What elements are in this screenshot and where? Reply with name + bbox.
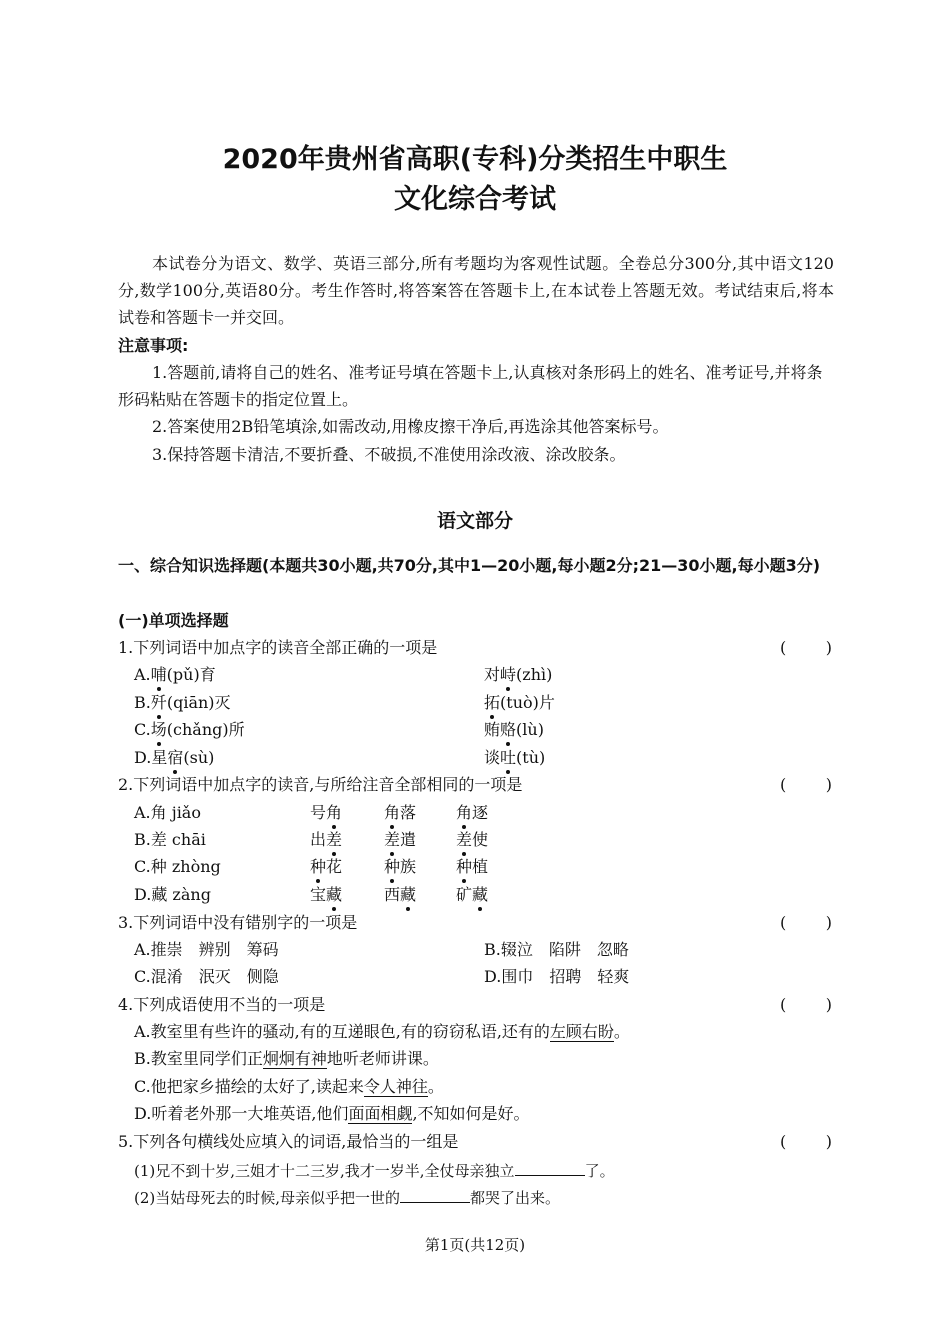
answer-paren-5: ( ) — [780, 1132, 832, 1151]
note-1: 1.答题前,请将自己的姓名、准考证号填在答题卡上,认真核对条形码上的姓名、准考证号,并将条形码粘贴在答题卡的指定位置上。 — [118, 363, 823, 409]
question-5-stem: 5.下列各句横线处应填入的词语,最恰当的一组是 — [118, 1132, 459, 1151]
q3-option-d: D.围巾 招聘 轻爽 — [484, 967, 630, 986]
note-3: 3.保持答题卡清洁,不要折叠、不破损,不准使用涂改液、涂改胶条。 — [152, 445, 626, 464]
q2-word: 差遣 — [384, 826, 416, 853]
question-3-stem: 3.下列词语中没有错别字的一项是 — [118, 913, 358, 932]
q5-sentence-1: (1)兄不到十岁,三姐才十二三岁,我才一岁半,全仗母亲独立 了。 — [134, 1155, 615, 1185]
q2-word: 差使 — [456, 826, 488, 853]
part1-heading: 一、综合知识选择题(本题共30小题,共70分,其中1—20小题,每小题2分;21—30小题,每小题3分) — [118, 556, 821, 575]
answer-paren-4: ( ) — [780, 995, 832, 1014]
q3-option-c: C.混淆 泯灭 侧隐 — [134, 967, 279, 986]
page-footer: 第1页(共12页) — [424, 1236, 526, 1254]
q3-option-b: B.辍泣 陷阱 忽略 — [484, 940, 629, 959]
q1-option-b: B.歼(qiān)灭 — [134, 689, 231, 716]
intro-paragraph: 本试卷分为语文、数学、英语三部分,所有考题均为客观性试题。全卷总分300分,其中语文120分,数学100分,英语80分。考生作答时,将答案答在答题卡上,在本试卷上答题无效。考试结束后,将本试卷和答题卡一并交回。 — [118, 254, 834, 327]
q1-option-d: D.星宿(sù) — [134, 744, 214, 771]
q4-option-d: D.听着老外那一大堆英语,他们面面相觑,不知如何是好。 — [134, 1104, 530, 1123]
q2-option-label: C.种 zhòng — [134, 857, 221, 876]
q2-word: 矿藏 — [456, 881, 488, 908]
sub-heading: (一)单项选择题 — [118, 611, 229, 630]
answer-paren-3: ( ) — [780, 913, 832, 932]
q2-word: 角逐 — [456, 799, 488, 826]
question-2-stem: 2.下列词语中加点字的读音,与所给注音全部相同的一项是 — [118, 775, 523, 794]
question-1-stem: 1.下列词语中加点字的读音全部正确的一项是 — [118, 638, 438, 657]
q2-word: 出差 — [310, 826, 342, 853]
q2-word: 西藏 — [384, 881, 416, 908]
q1-option-c: C.场(chǎng)所 — [134, 716, 245, 743]
exam-subtitle: 文化综合考试 — [394, 184, 556, 215]
answer-paren-1: ( ) — [780, 638, 832, 657]
notes-heading: 注意事项: — [118, 336, 189, 355]
fill-blank-2 — [400, 1182, 470, 1203]
q2-word: 宝藏 — [310, 881, 342, 908]
q1-option-a: A.哺(pǔ)育 — [134, 661, 216, 688]
q1-option-a-2: 对峙(zhì) — [484, 661, 552, 688]
q2-word: 号角 — [310, 799, 342, 826]
q2-option-label: B.差 chāi — [134, 830, 206, 849]
fill-blank-1 — [515, 1155, 585, 1176]
q4-option-a: A.教室里有些许的骚动,有的互递眼色,有的窃窃私语,还有的左顾右盼。 — [134, 1022, 630, 1041]
section-title: 语文部分 — [436, 510, 513, 532]
q5-sentence-2: (2)当姑母死去的时候,母亲似乎把一世的 都哭了出来。 — [134, 1182, 560, 1212]
exam-title: 2020年贵州省高职(专科)分类招生中职生 — [222, 144, 728, 175]
q2-word: 种族 — [384, 853, 416, 880]
question-4-stem: 4.下列成语使用不当的一项是 — [118, 995, 326, 1014]
q3-option-a: A.推崇 辨别 筹码 — [134, 940, 279, 959]
q2-word: 种花 — [310, 853, 342, 880]
q4-option-b: B.教室里同学们正炯炯有神地听老师讲课。 — [134, 1049, 439, 1068]
q2-option-label: D.藏 zàng — [134, 885, 211, 904]
q1-option-c-2: 贿赂(lù) — [484, 716, 544, 743]
q4-option-c: C.他把家乡描绘的太好了,读起来令人神往。 — [134, 1077, 444, 1096]
q2-word: 角落 — [384, 799, 416, 826]
note-2: 2.答案使用2B铅笔填涂,如需改动,用橡皮擦干净后,再选涂其他答案标号。 — [152, 417, 669, 436]
q2-word: 种植 — [456, 853, 488, 880]
q1-option-b-2: 拓(tuò)片 — [484, 689, 555, 716]
answer-paren-2: ( ) — [780, 775, 832, 794]
q1-option-d-2: 谈吐(tù) — [484, 744, 545, 771]
q2-option-label: A.角 jiǎo — [134, 803, 201, 822]
